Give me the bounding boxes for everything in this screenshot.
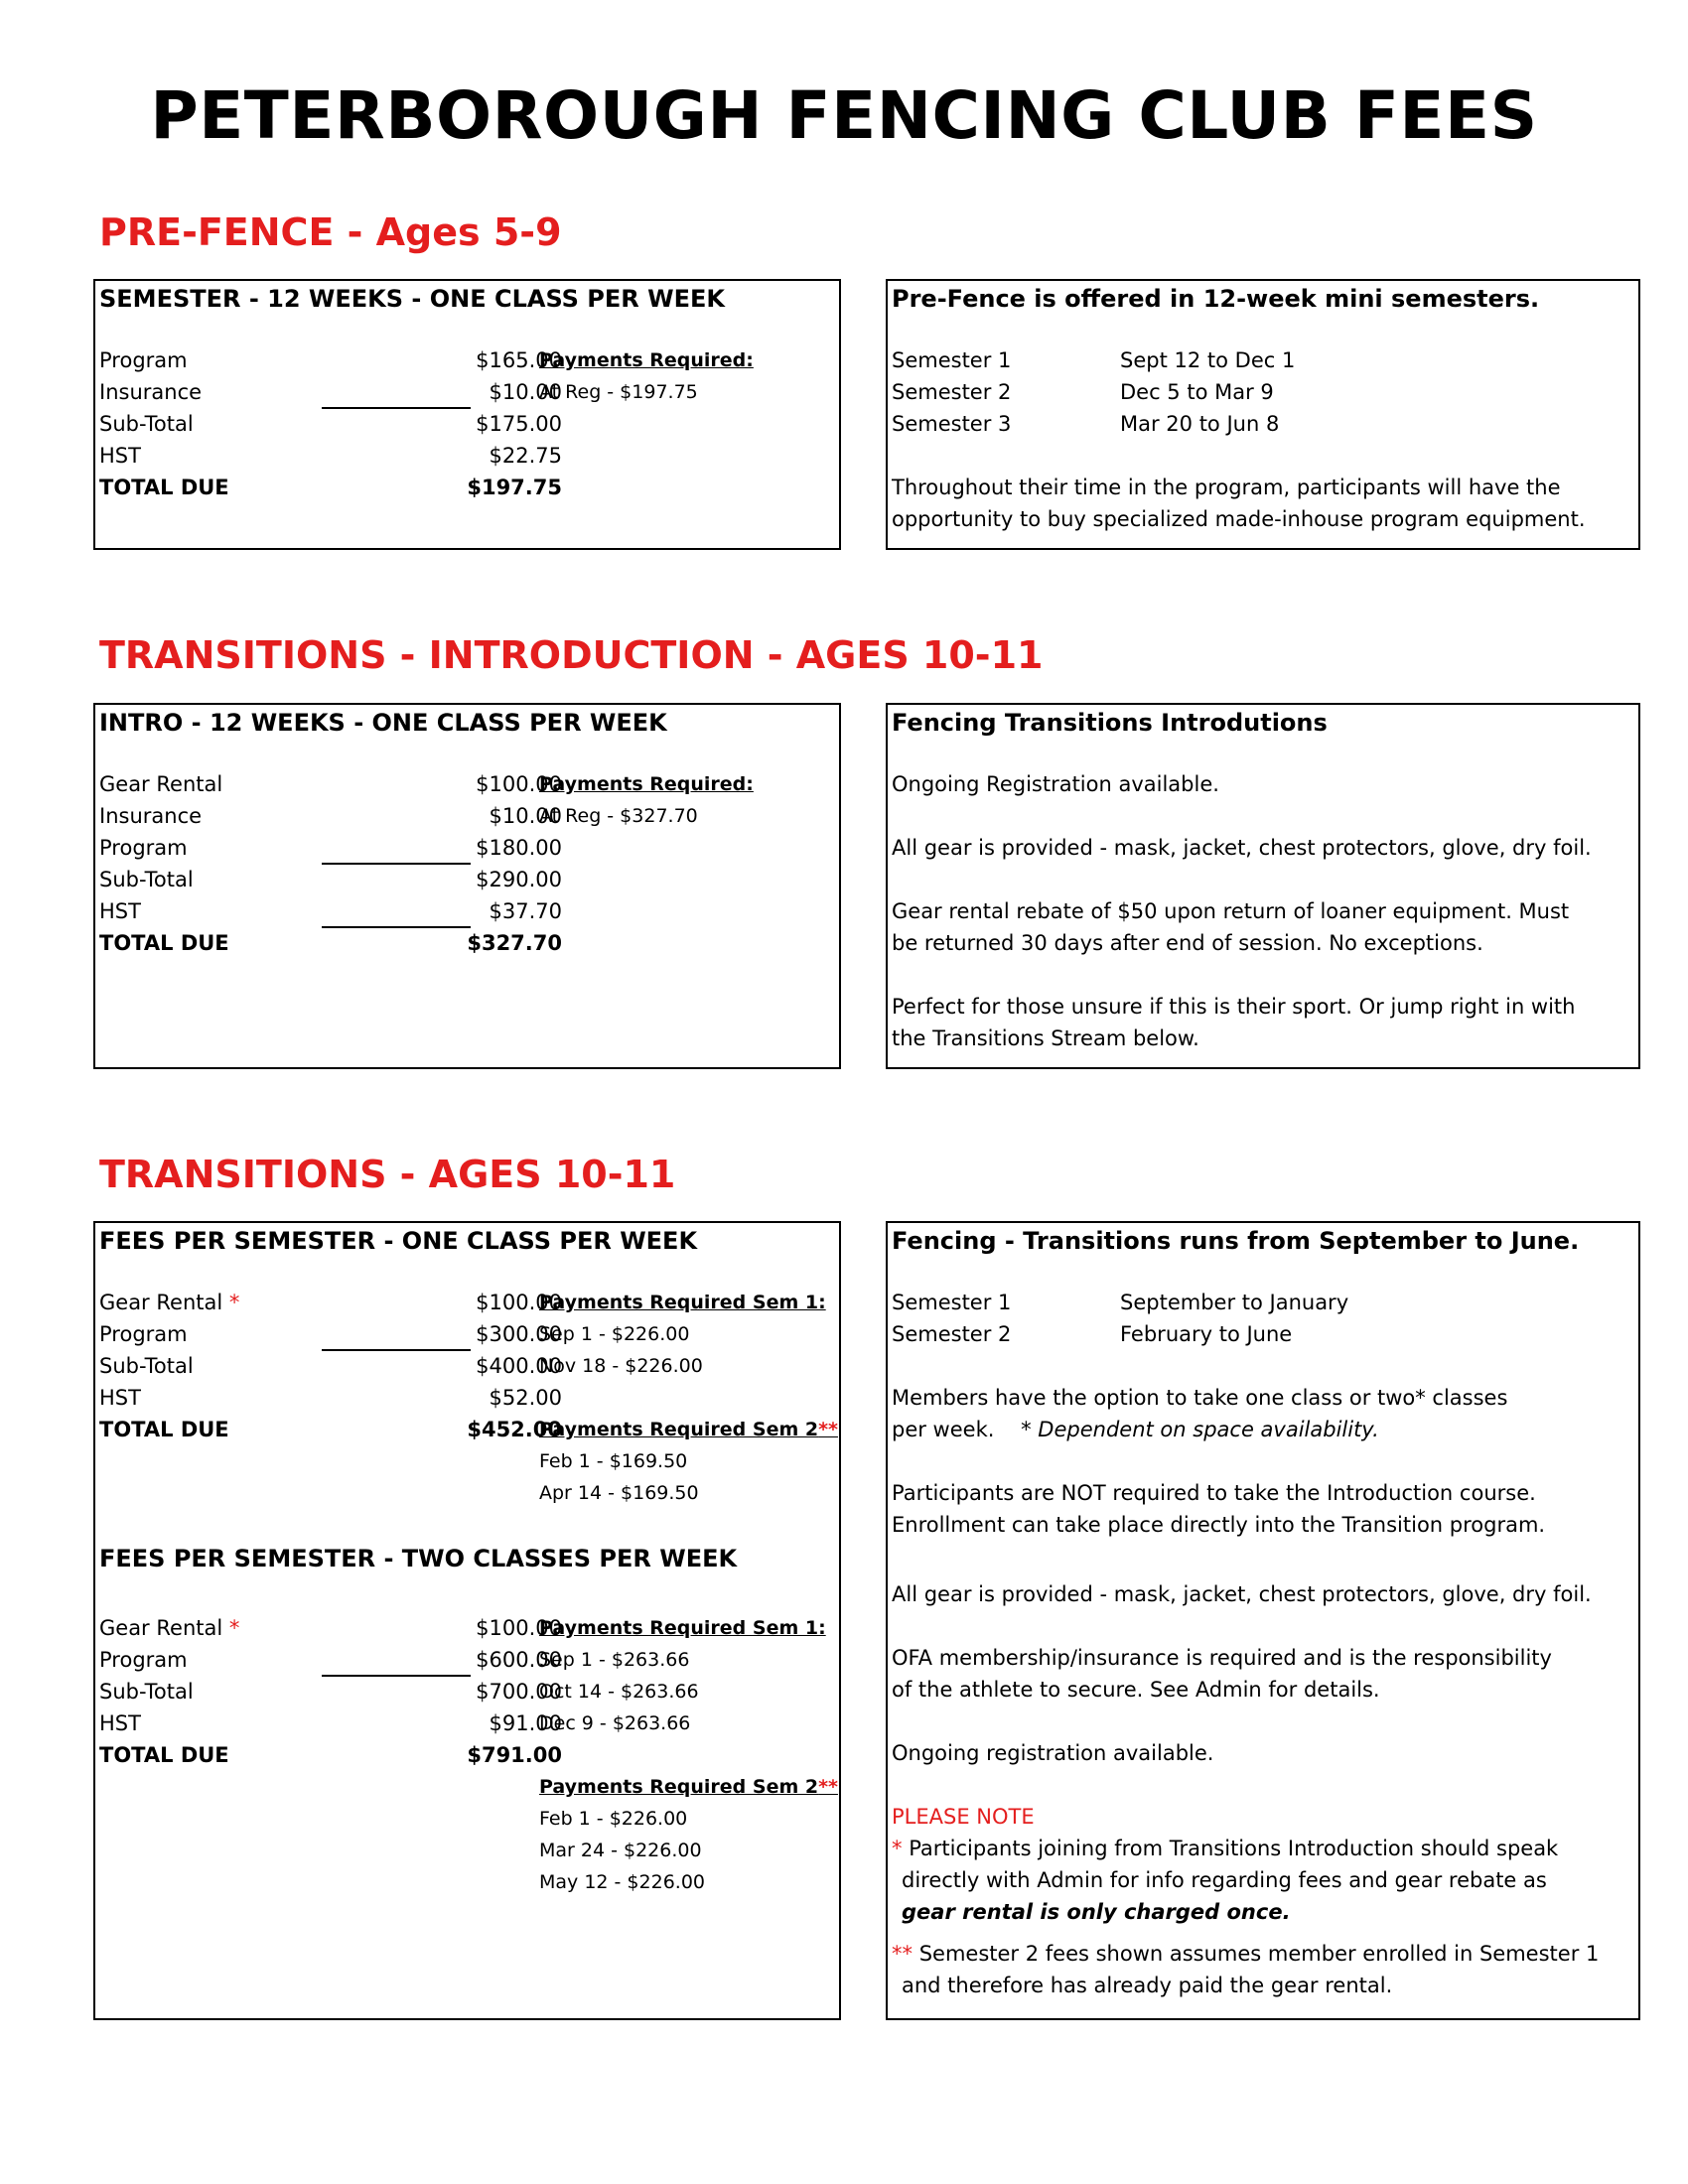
fee-label: Sub-Total <box>99 412 194 436</box>
semester-name: Semester 2 <box>892 380 1012 404</box>
intro-heading: TRANSITIONS - INTRODUCTION - AGES 10-11 <box>99 633 1044 677</box>
two-class-header: FEES PER SEMESTER - TWO CLASSES PER WEEK <box>99 1545 738 1572</box>
asterisk-mark: * <box>228 1291 240 1314</box>
semester-dates: February to June <box>1120 1322 1293 1346</box>
semester-name: Semester 2 <box>892 1322 1012 1346</box>
total-rule <box>322 926 471 928</box>
fee-label: Gear Rental <box>99 772 223 796</box>
fee-label: Gear Rental <box>99 1291 223 1314</box>
semester-dates: Dec 5 to Mar 9 <box>1120 380 1274 404</box>
transitions-info-header: Fencing - Transitions runs from September to June. <box>892 1227 1580 1255</box>
intro-fees-header: INTRO - 12 WEEKS - ONE CLASS PER WEEK <box>99 709 667 737</box>
fee-amount: $600.00 <box>476 1648 562 1672</box>
fee-amount: $180.00 <box>476 836 562 860</box>
fee-amount: $91.00 <box>489 1711 562 1735</box>
payments-title: Payments Required: <box>539 773 754 795</box>
fee-label: Program <box>99 348 188 372</box>
total-amount: $327.70 <box>467 931 562 955</box>
payments-title-sem1: Payments Required Sem 1: <box>539 1617 826 1639</box>
semester-dates: Sept 12 to Dec 1 <box>1120 348 1296 372</box>
fee-label: Program <box>99 1322 188 1346</box>
fee-amount: $100.00 <box>476 1291 562 1314</box>
please-note-label: PLEASE NOTE <box>892 1805 1035 1829</box>
fee-amount: $175.00 <box>476 412 562 436</box>
payment-item: Feb 1 - $226.00 <box>539 1808 688 1830</box>
info-text: Members have the option to take one class or two* classes <box>892 1386 1508 1410</box>
info-text: Perfect for those unsure if this is their sport. Or jump right in with <box>892 995 1576 1019</box>
prefence-heading: PRE-FENCE - Ages 5-9 <box>99 210 562 254</box>
note-text: Semester 2 fees shown assumes member enrolled in Semester 1 <box>918 1942 1600 1966</box>
asterisk-mark: * <box>892 1837 903 1860</box>
fee-amount: $300.00 <box>476 1322 562 1346</box>
info-text: of the athlete to secure. See Admin for details. <box>892 1678 1380 1702</box>
payment-item: Sep 1 - $263.66 <box>539 1649 690 1671</box>
semester-dates: Mar 20 to Jun 8 <box>1120 412 1280 436</box>
info-text: Gear rental rebate of $50 upon return of loaner equipment. Must <box>892 899 1570 923</box>
semester-name: Semester 1 <box>892 1291 1012 1314</box>
page-title: PETERBOROUGH FENCING CLUB FEES <box>150 77 1538 154</box>
payment-item: Oct 14 - $263.66 <box>539 1681 699 1703</box>
fee-amount: $700.00 <box>476 1680 562 1704</box>
note-text: directly with Admin for info regarding fees and gear rebate as <box>902 1868 1547 1892</box>
payment-item: At Reg - $197.75 <box>539 381 698 403</box>
info-text: OFA membership/insurance is required and is the responsibility <box>892 1646 1552 1670</box>
fee-amount: $37.70 <box>489 899 562 923</box>
semester-dates: September to January <box>1120 1291 1349 1314</box>
intro-info-header: Fencing Transitions Introdutions <box>892 709 1328 737</box>
payment-item: Nov 18 - $226.00 <box>539 1355 703 1377</box>
info-text: Ongoing registration available. <box>892 1741 1214 1765</box>
asterisk-mark: * <box>228 1616 240 1640</box>
info-text: All gear is provided - mask, jacket, chest protectors, glove, dry foil. <box>892 836 1592 860</box>
intro-info-box <box>886 703 1640 1069</box>
subtotal-rule <box>322 407 471 409</box>
fee-label: Sub-Total <box>99 1354 194 1378</box>
note-text-emphasis: gear rental is only charged once. <box>902 1900 1291 1924</box>
prefence-fees-header: SEMESTER - 12 WEEKS - ONE CLASS PER WEEK <box>99 285 725 313</box>
total-label: TOTAL DUE <box>99 476 229 499</box>
info-text: Participants are NOT required to take the Introduction course. <box>892 1481 1536 1505</box>
double-asterisk-mark: ** <box>892 1942 913 1966</box>
fee-label: Insurance <box>99 804 203 828</box>
payment-item: At Reg - $327.70 <box>539 805 698 827</box>
info-text: the Transitions Stream below. <box>892 1026 1199 1050</box>
prefence-fees-box <box>93 279 841 550</box>
fee-amount: $100.00 <box>476 772 562 796</box>
transitions-info-box <box>886 1221 1640 2020</box>
fee-amount: $100.00 <box>476 1616 562 1640</box>
subtotal-rule <box>322 863 471 865</box>
fee-amount: $52.00 <box>489 1386 562 1410</box>
payment-item: Feb 1 - $169.50 <box>539 1450 688 1472</box>
info-text: opportunity to buy specialized made-inhouse program equipment. <box>892 507 1586 531</box>
note-text: Participants joining from Transitions Introduction should speak <box>909 1837 1559 1860</box>
fee-amount: $165.00 <box>476 348 562 372</box>
fee-label: Insurance <box>99 380 203 404</box>
info-text: be returned 30 days after end of session. No exceptions. <box>892 931 1483 955</box>
prefence-info-header: Pre-Fence is offered in 12-week mini semesters. <box>892 285 1540 313</box>
availability-note: * Dependent on space availability. <box>1021 1418 1379 1441</box>
payment-item: Dec 9 - $263.66 <box>539 1712 691 1734</box>
payment-item: Sep 1 - $226.00 <box>539 1323 690 1345</box>
total-amount: $197.75 <box>467 476 562 499</box>
fee-label: HST <box>99 1386 141 1410</box>
info-text: All gear is provided - mask, jacket, chest protectors, glove, dry foil. <box>892 1582 1592 1606</box>
fee-amount: $22.75 <box>489 444 562 468</box>
one-class-header: FEES PER SEMESTER - ONE CLASS PER WEEK <box>99 1227 698 1255</box>
fee-amount: $290.00 <box>476 868 562 891</box>
payment-item: May 12 - $226.00 <box>539 1871 706 1893</box>
fee-label: Program <box>99 1648 188 1672</box>
semester-name: Semester 1 <box>892 348 1012 372</box>
prefence-info-box <box>886 279 1640 550</box>
payments-title: Payments Required: <box>539 349 754 371</box>
info-text: Ongoing Registration available. <box>892 772 1219 796</box>
fee-label: Sub-Total <box>99 868 194 891</box>
total-amount: $791.00 <box>467 1743 562 1767</box>
info-text: Throughout their time in the program, participants will have the <box>892 476 1561 499</box>
payment-item: Mar 24 - $226.00 <box>539 1840 702 1861</box>
total-label: TOTAL DUE <box>99 1418 229 1441</box>
fee-label: Sub-Total <box>99 1680 194 1704</box>
fee-amount: $400.00 <box>476 1354 562 1378</box>
semester-name: Semester 3 <box>892 412 1012 436</box>
fee-label: HST <box>99 1711 141 1735</box>
total-amount: $452.00 <box>467 1418 562 1441</box>
double-asterisk-mark: ** <box>818 1776 838 1798</box>
fee-label: HST <box>99 444 141 468</box>
subtotal-rule <box>322 1349 471 1351</box>
payments-title-sem2: Payments Required Sem 2 <box>539 1419 819 1440</box>
transitions-heading: TRANSITIONS - AGES 10-11 <box>99 1153 676 1196</box>
subtotal-rule <box>322 1675 471 1677</box>
total-label: TOTAL DUE <box>99 931 229 955</box>
fee-amount: $10.00 <box>489 380 562 404</box>
total-label: TOTAL DUE <box>99 1743 229 1767</box>
fee-label: Gear Rental <box>99 1616 223 1640</box>
double-asterisk-mark: ** <box>818 1419 838 1440</box>
info-text: per week. <box>892 1418 995 1441</box>
intro-fees-box <box>93 703 841 1069</box>
note-text: and therefore has already paid the gear rental. <box>902 1974 1393 1997</box>
fee-label: Program <box>99 836 188 860</box>
transitions-fees-box <box>93 1221 841 2020</box>
fee-amount: $10.00 <box>489 804 562 828</box>
payments-title-sem1: Payments Required Sem 1: <box>539 1292 826 1313</box>
info-text: Enrollment can take place directly into the Transition program. <box>892 1513 1546 1537</box>
payment-item: Apr 14 - $169.50 <box>539 1482 699 1504</box>
payments-title-sem2: Payments Required Sem 2 <box>539 1776 819 1798</box>
fee-label: HST <box>99 899 141 923</box>
